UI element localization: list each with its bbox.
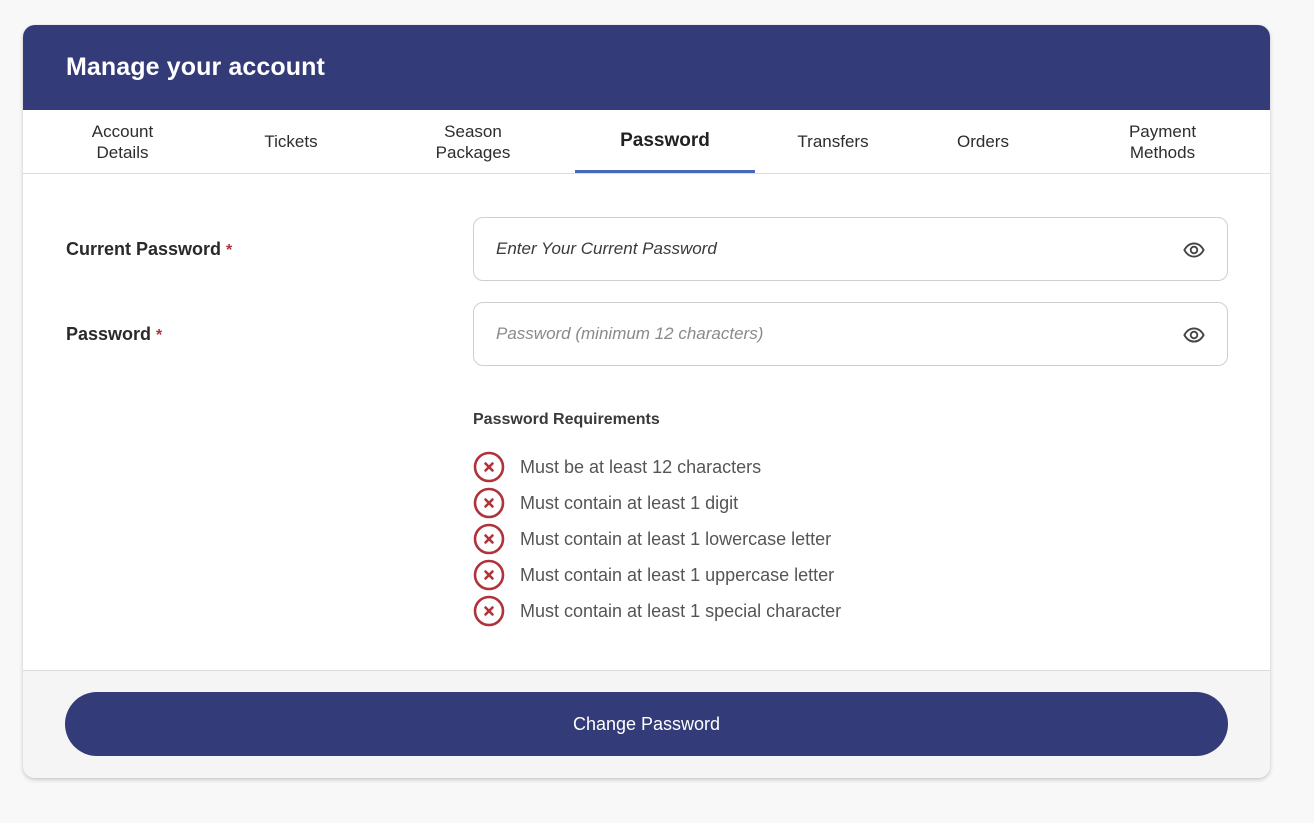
new-password-label-text: Password: [66, 324, 152, 344]
requirement-text: Must be at least 12 characters: [520, 456, 762, 477]
x-circle-icon: [473, 487, 505, 519]
page-title: Manage your account: [66, 53, 325, 81]
new-password-field: [473, 302, 1228, 366]
current-password-input[interactable]: [496, 218, 1156, 280]
current-password-field: [473, 217, 1228, 281]
eye-icon[interactable]: [1183, 324, 1205, 346]
x-circle-icon: [473, 595, 505, 627]
card-header: [23, 25, 1270, 110]
requirement-item: [473, 521, 841, 557]
tab-tickets[interactable]: Tickets: [264, 132, 318, 151]
new-password-input[interactable]: [496, 303, 1156, 365]
change-password-button[interactable]: Change Password: [65, 692, 1228, 756]
eye-icon[interactable]: [1183, 239, 1205, 261]
x-circle-icon: [473, 451, 505, 483]
tab-payment-methods[interactable]: Payment Methods: [1128, 121, 1197, 162]
tab-season-packages[interactable]: Season Packages: [435, 121, 511, 162]
requirement-item: [473, 485, 841, 521]
password-requirements-list: [473, 449, 841, 629]
requirement-item: [473, 449, 841, 485]
current-password-label: [66, 239, 232, 260]
tab-transfers[interactable]: Transfers: [797, 132, 869, 151]
account-tabs: [23, 110, 1270, 174]
tab-password[interactable]: Password: [575, 110, 755, 173]
required-mark: *: [226, 242, 233, 259]
tab-account-details[interactable]: Account Details: [91, 121, 154, 162]
x-circle-icon: [473, 523, 505, 555]
current-password-label-text: Current Password: [66, 239, 222, 259]
account-card: [23, 25, 1270, 778]
requirement-text: Must contain at least 1 lowercase letter: [520, 528, 832, 549]
requirement-text: Must contain at least 1 special character: [520, 600, 842, 621]
requirement-item: [473, 593, 841, 629]
requirement-text: Must contain at least 1 uppercase letter: [520, 564, 835, 585]
requirement-text: Must contain at least 1 digit: [520, 492, 739, 513]
x-circle-icon: [473, 559, 505, 591]
requirement-item: [473, 557, 841, 593]
card-footer: [23, 670, 1270, 778]
required-mark: *: [156, 327, 163, 344]
password-requirements-title: Password Requirements: [473, 411, 660, 428]
password-form: [23, 174, 1270, 670]
tab-orders[interactable]: Orders: [957, 132, 1009, 151]
new-password-label: [66, 324, 162, 345]
